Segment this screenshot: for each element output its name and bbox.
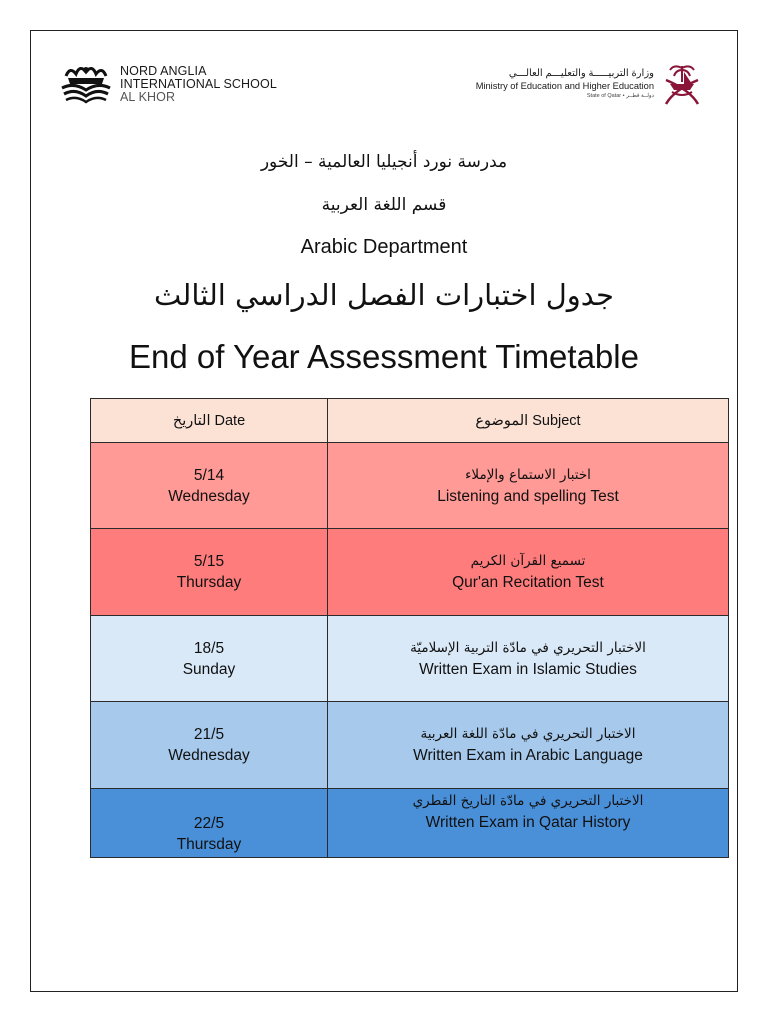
title-arabic: جدول اختبارات الفصل الدراسي الثالث [154, 278, 614, 312]
subject-cell [328, 529, 729, 616]
subject-english: Written Exam in Arabic Language [413, 747, 643, 764]
ministry-name-arabic: وزارة التربيـــــة والتعليـــم العالـــي [508, 68, 654, 79]
table-row [91, 616, 729, 702]
date-value: 22/5 [193, 815, 225, 832]
school-name-line-2: INTERNATIONAL SCHOOL [120, 76, 277, 91]
school-logo [58, 62, 277, 106]
subject-english: Listening and spelling Test [437, 487, 619, 505]
subject-cell [328, 616, 729, 702]
date-cell [91, 789, 328, 858]
date-column-header: التاريخ Date [91, 399, 328, 443]
date-cell [91, 529, 328, 616]
date-value: 18/5 [193, 639, 225, 657]
assessment-timetable [90, 398, 729, 858]
subject-cell [328, 443, 729, 529]
subject-arabic: الاختبار التحريري في مادّة اللغة العربية [420, 726, 636, 742]
subject-arabic: اختبار الاستماع والإملاء [465, 466, 591, 483]
subject-english: Written Exam in Islamic Studies [419, 660, 637, 678]
date-value: 21/5 [193, 726, 225, 743]
table-row [91, 529, 729, 616]
school-name-line-3: AL KHOR [120, 89, 176, 104]
date-value: 5/14 [193, 466, 225, 484]
day-value: Sunday [182, 660, 236, 678]
department-english: Arabic Department [300, 236, 468, 258]
day-value: Wednesday [168, 747, 250, 764]
dhow-palm-swords-emblem-icon [660, 60, 704, 108]
subject-cell [328, 702, 729, 789]
subject-english: Qur'an Recitation Test [452, 574, 604, 591]
school-name-line-1: NORD ANGLIA [120, 63, 207, 78]
department-arabic: قسم اللغة العربية [321, 195, 447, 215]
ministry-state: State of Qatar • دولــة قطــر [586, 93, 654, 99]
school-name-arabic: مدرسة نورد أنجيليا العالمية – الخور [260, 152, 508, 172]
table-row [91, 789, 729, 858]
table-row [91, 443, 729, 529]
title-english: End of Year Assessment Timetable [129, 338, 639, 375]
table-header-row [91, 399, 729, 443]
ministry-logo [476, 60, 704, 108]
table-row [91, 702, 729, 789]
subject-arabic: تسميع القرآن الكريم [470, 553, 586, 569]
subject-column-header: الموضوع Subject [328, 399, 729, 443]
subject-english: Written Exam in Qatar History [425, 814, 631, 831]
day-value: Thursday [176, 574, 242, 591]
date-value: 5/15 [193, 553, 225, 570]
crown-crest-icon [58, 62, 114, 106]
subject-cell [328, 789, 729, 858]
date-cell [91, 616, 328, 702]
subject-arabic: الاختبار التحريري في مادّة التاريخ القطري [412, 793, 644, 809]
date-cell [91, 702, 328, 789]
subject-arabic: الاختبار التحريري في مادّة التربية الإسلاميّة [410, 639, 646, 656]
ministry-name-english: Ministry of Education and Higher Education [475, 81, 654, 91]
day-value: Wednesday [168, 487, 250, 505]
day-value: Thursday [176, 836, 242, 853]
date-cell [91, 443, 328, 529]
